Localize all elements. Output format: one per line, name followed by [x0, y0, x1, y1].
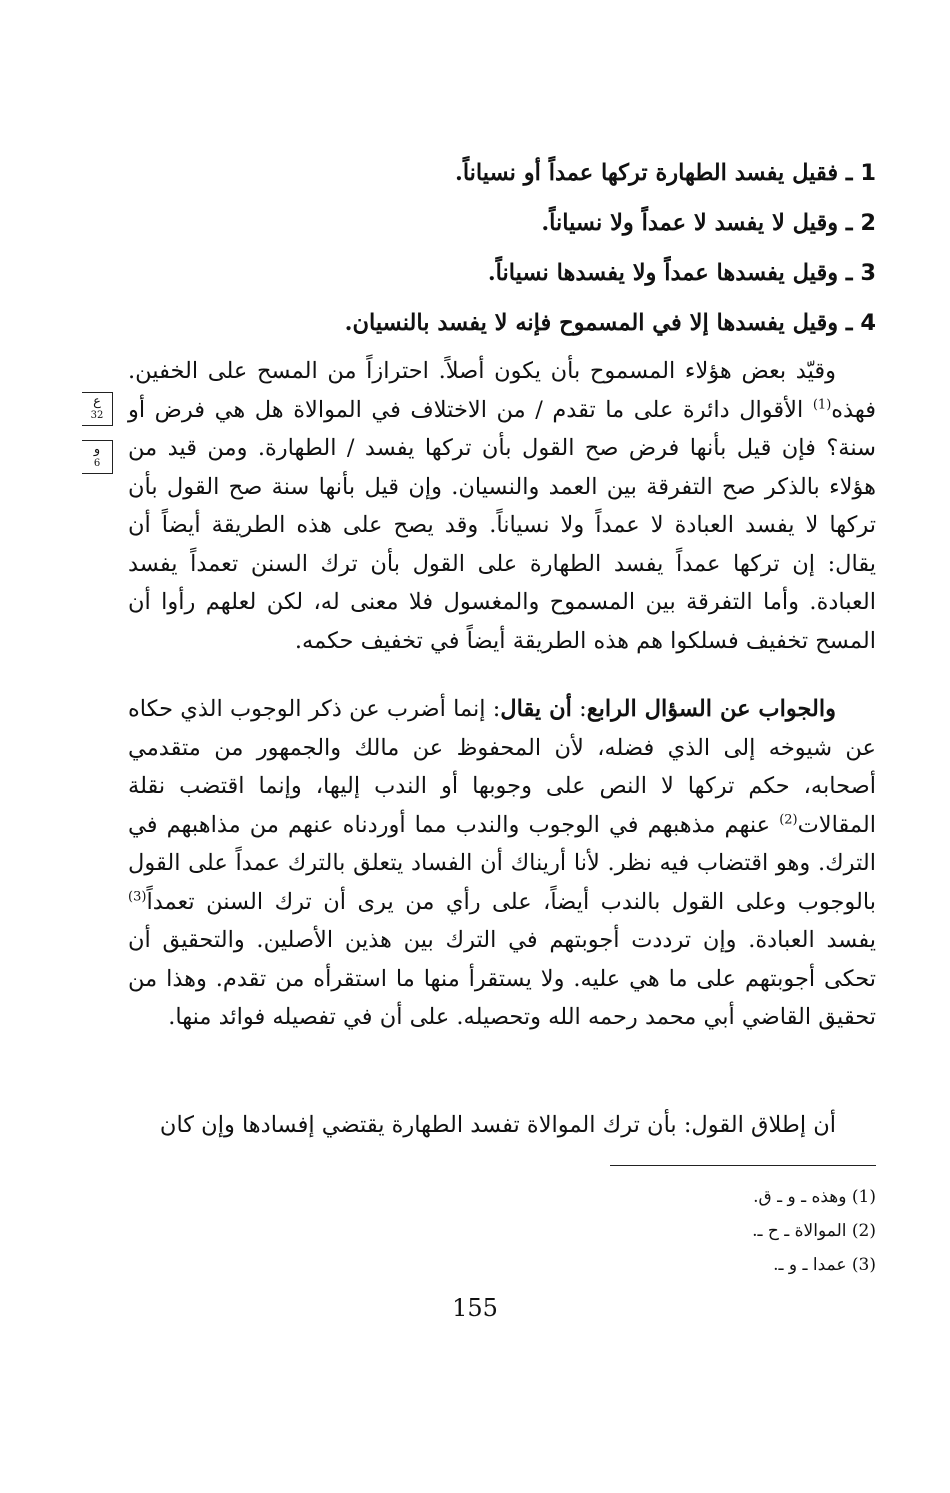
margin-mark-number: 32	[90, 410, 104, 421]
footnote-ref: (2)	[779, 812, 798, 827]
footnote-divider	[610, 1165, 876, 1166]
paragraph-text: : إنما أضرب عن ذكر الوجوب الذي حكاه عن شيوخه إلى الذي فضله، لأن المحفوظ عن مالك والجمهور من متقدمي أصحابه، حكم تركها لا النص على وجوبها أو الندب إليها، وإنما اقتضب نقلة المقالات	[128, 696, 876, 838]
paragraph-1	[128, 352, 876, 660]
footnote-text: عمدا ـ و ـ.	[773, 1255, 852, 1275]
page-number: 155	[452, 1294, 498, 1322]
heading-phrase: أن يقال	[500, 696, 572, 722]
paragraph-2	[128, 690, 876, 1037]
footnote-ref: (3)	[128, 889, 147, 904]
footnote-number: (2)	[851, 1221, 876, 1241]
paragraph-text: أن إطلاق القول: بأن ترك الموالاة تفسد الطهارة يقتضي إفسادها وإن كان	[159, 1112, 836, 1138]
separator: :	[571, 696, 587, 722]
footnote	[560, 1180, 876, 1214]
paragraph-3	[128, 1106, 876, 1145]
margin-reference-mark	[82, 392, 113, 426]
list-item-text: ـ وقيل يفسدها إلا في المسموح فإنه لا يفسد بالنسيان.	[344, 310, 861, 336]
footnote-text: وهذه ـ و ـ ق.	[753, 1187, 852, 1207]
list-item	[128, 148, 876, 198]
margin-mark-letter: و	[93, 442, 101, 457]
footnotes	[560, 1180, 876, 1282]
list-item	[128, 298, 876, 348]
footnote	[560, 1248, 876, 1282]
heading-answer: والجواب عن السؤال الرابع	[586, 696, 836, 722]
footnote-number: (1)	[851, 1187, 876, 1207]
paragraph-text: عنهم مذهبهم في الوجوب والندب مما أوردناه عنهم من مذاهبهم في الترك. وهو اقتضاب فيه نظر. لأنا أريناك أن الفساد يتعلق بالترك عمداً على القول بالوجوب وعلى القول بالندب أيضاً، على رأي من يرى أن ترك السنن تعمداً	[128, 811, 876, 915]
list-item-number: 3	[860, 260, 876, 286]
list-item-number: 4	[860, 310, 876, 336]
paragraph-text: يفسد العبادة. وإن ترددت أجوبتهم في الترك بين هذين الأصلين. والتحقيق أن تحكى أجوبتهم على ما هي عليه. ولا يستقرأ منها ما استقرأه من تقدم. وهذا من تحقيق القاضي أبي محمد رحمه الله وتحصيله. على أن في تفصيله فوائد منها.	[128, 927, 876, 1030]
list-item-text: ـ وقيل لا يفسد لا عمداً ولا نسياناً.	[541, 210, 861, 236]
list-item-text: ـ وقيل يفسدها عمداً ولا يفسدها نسياناً.	[487, 260, 861, 286]
margin-mark-letter: ع	[93, 394, 101, 409]
margin-mark-number: 6	[93, 458, 101, 469]
paragraph-text: وقيّد بعض هؤلاء المسموح بأن يكون أصلاً. احترازاً من المسح على الخفين. فهذه	[128, 358, 876, 423]
list-item-number: 1	[860, 160, 876, 186]
list-item-text: ـ فقيل يفسد الطهارة تركها عمداً أو نسياناً.	[454, 160, 861, 186]
paragraph-text: الأقوال دائرة على ما تقدم / من الاختلاف في الموالاة هل هي فرض أو سنة؟ فإن قيل بأنها فرض صح القول بأن تركها يفسد / الطهارة. ومن قيد من هؤلاء بالذكر صح التفرقة بين العمد والنسيان. وإن قيل بأنها سنة صح القول بأن تركها لا يفسد العبادة لا عمداً ولا نسياناً. وقد يصح على هذه الطريقة أيضاً أن يقال: إن تركها عمداً يفسد الطهارة على القول بأن ترك السنن تعمداً يفسد العبادة. وأما التفرقة بين المسموح والمغسول فلا معنى له، لكن لعلهم رأوا أن المسح تخفيف فسلكوا هم هذه الطريقة أيضاً في تخفيف حكمه.	[128, 396, 876, 654]
list-item	[128, 198, 876, 248]
footnote	[560, 1214, 876, 1248]
list-item-number: 2	[860, 210, 876, 236]
list-item	[128, 248, 876, 298]
footnote-ref: (1)	[812, 397, 832, 412]
footnote-text: الموالاة ـ ح ـ.	[752, 1221, 852, 1241]
footnote-number: (3)	[851, 1255, 876, 1275]
numbered-list	[128, 148, 876, 348]
margin-reference-mark	[82, 440, 113, 474]
